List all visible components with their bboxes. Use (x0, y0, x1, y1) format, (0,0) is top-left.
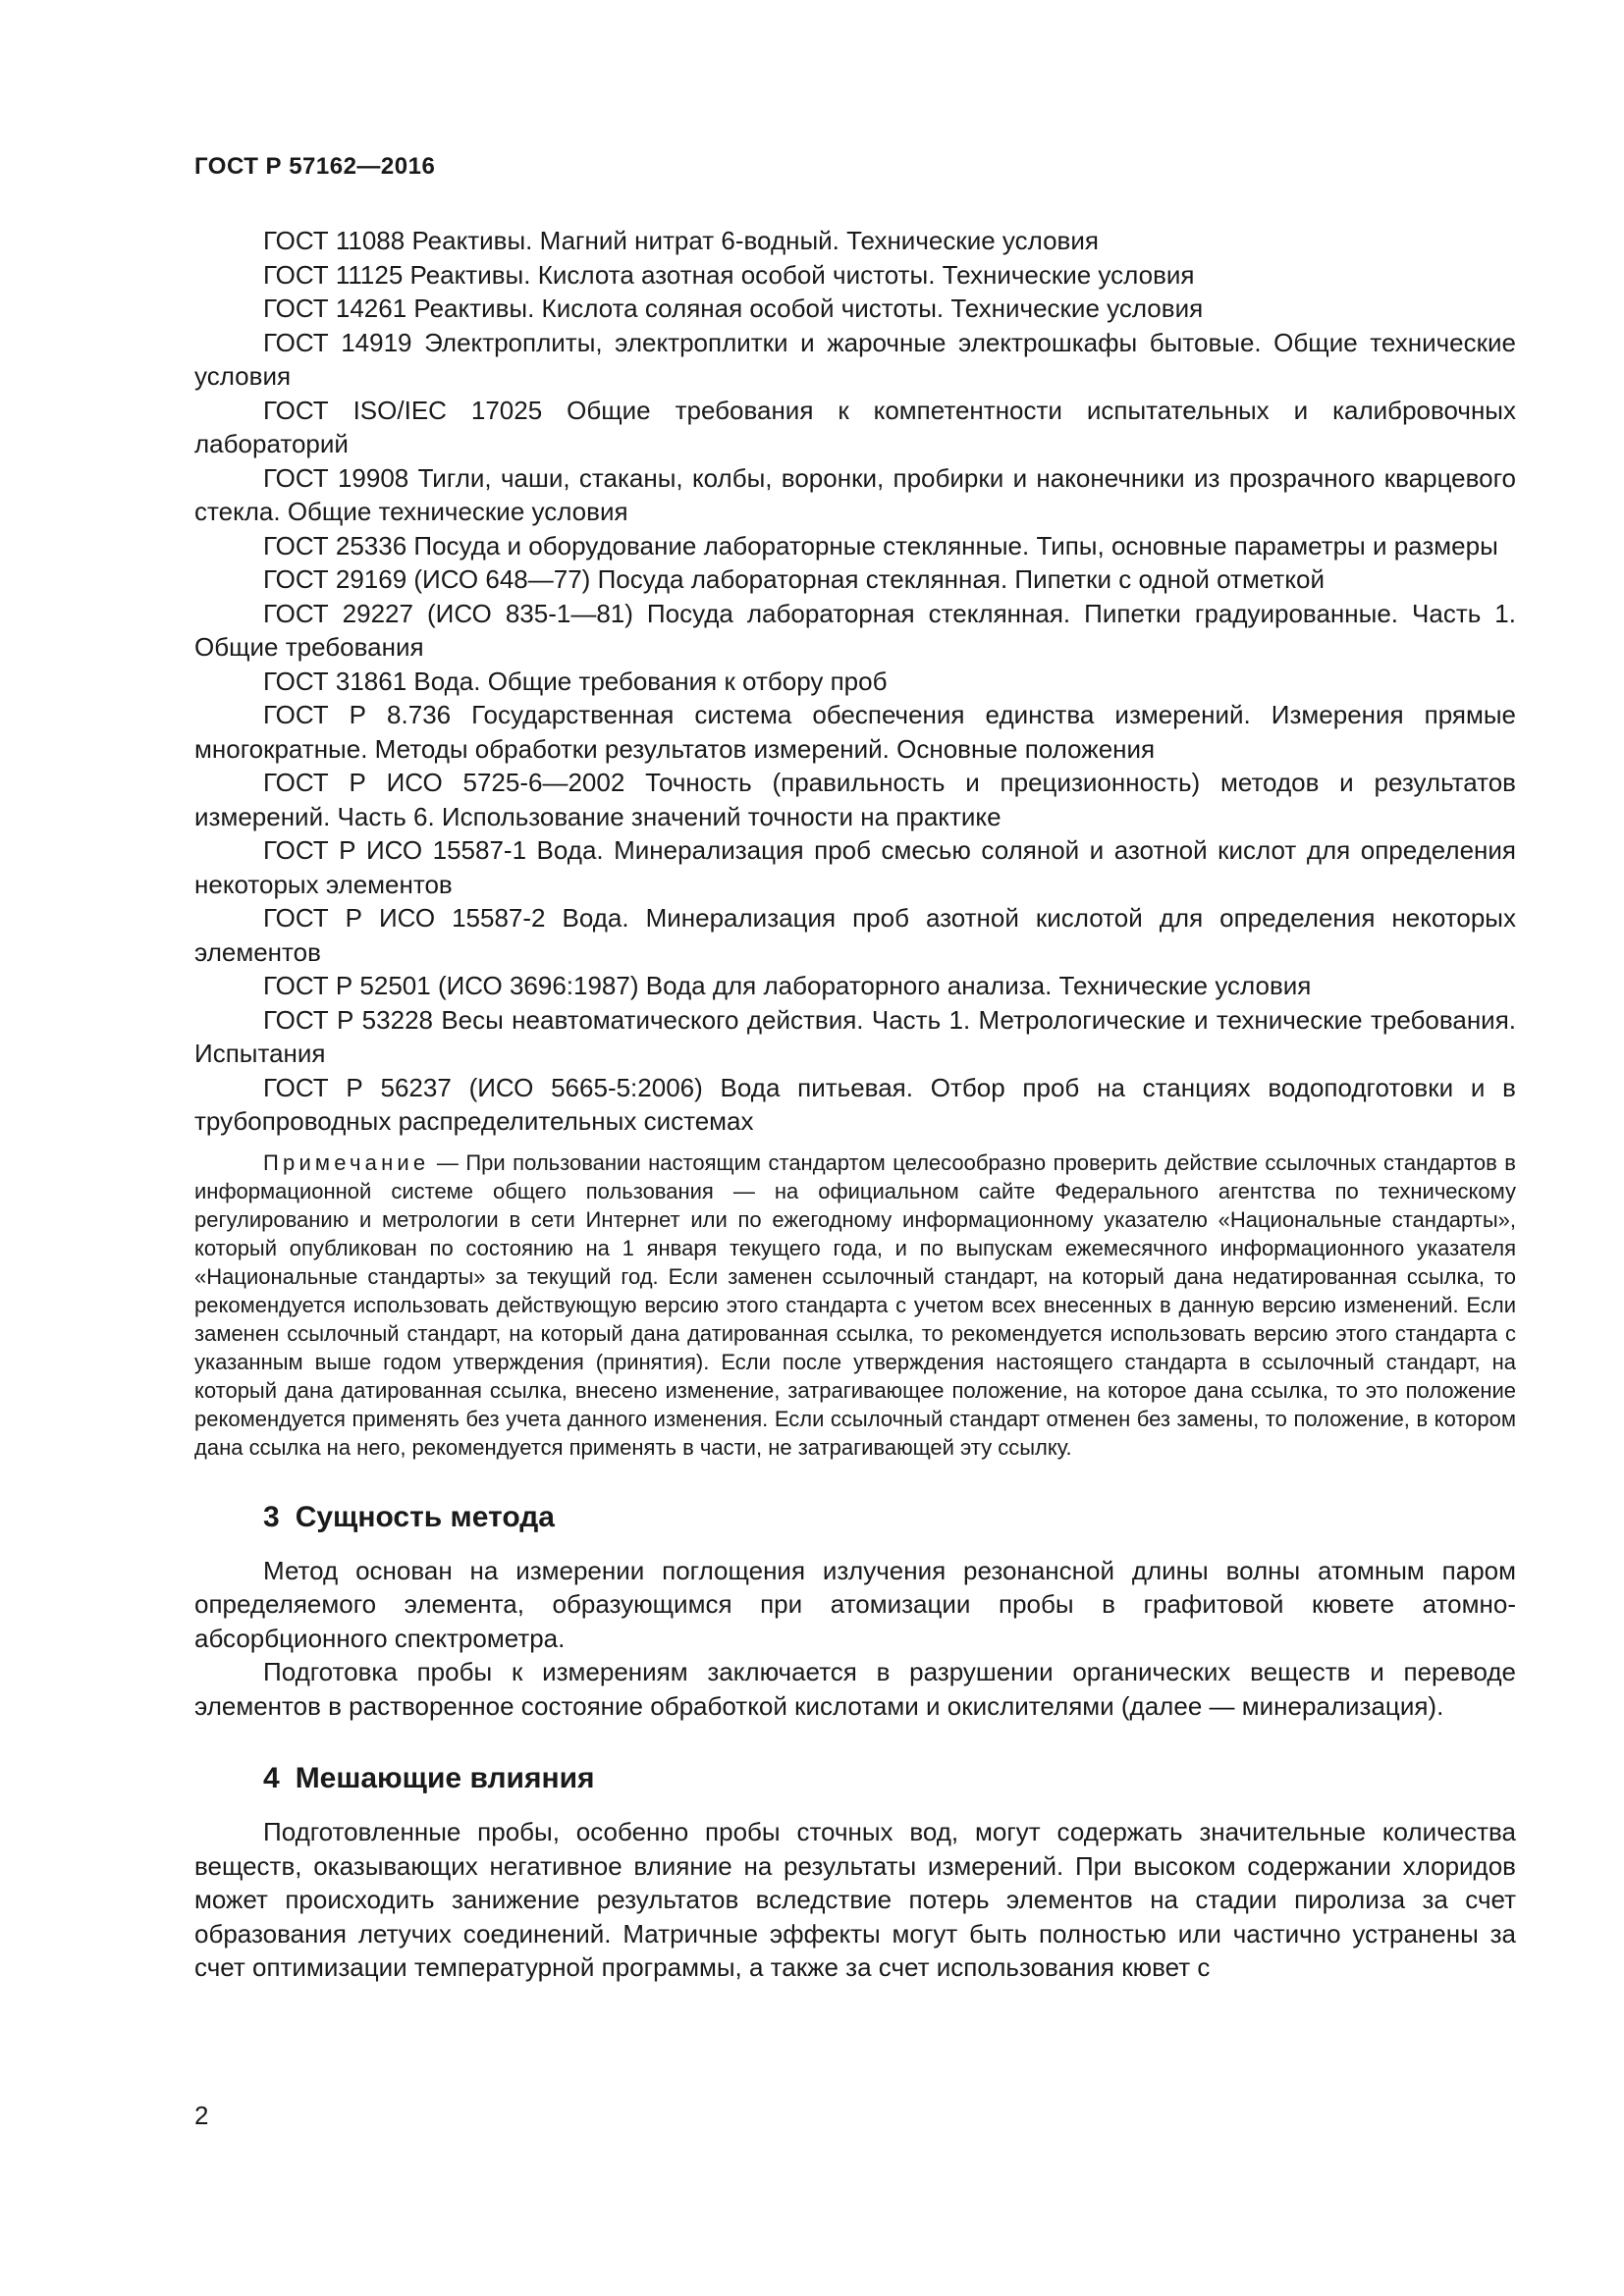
section-3-paragraph: Метод основан на измерении поглощения излучения резонансной длины волны атомным паром определяемого элемента, образующимся при атомизации пробы в графитовой кювете атомно-абсорбционного спектрометра. (194, 1555, 1516, 1653)
section-3-paragraph: Подготовка пробы к измерениям заключается в разрушении органических веществ и переводе элементов в растворенное состояние обработкой кислотами и окислителями (далее — минерализация). (194, 1657, 1516, 1721)
reference-item: ГОСТ 14261 Реактивы. Кислота соляная особой чистоты. Технические условия (263, 294, 1204, 323)
reference-item: ГОСТ ISO/IEC 17025 Общие требования к компетентности испытательных и калибровочных лабораторий (194, 395, 1516, 458)
reference-item: ГОСТ 14919 Электроплиты, электроплитки и жарочные электрошкафы бытовые. Общие технические условия (194, 327, 1516, 391)
section-4-paragraph: Подготовленные пробы, особенно пробы сточных вод, могут содержать значительные количества веществ, оказывающих негативное влияние на результаты измерений. При высоком содержании хлоридов может происходить занижение результатов вследствие потерь элементов на стадии пиролиза за счет образования летучих соединений. Матричные эффекты могут быть полностью или частично устранены за счет оптимизации температурной программы, а также за счет использования кювет с (194, 1817, 1516, 1982)
note-text: — При пользовании настоящим стандартом целесообразно проверить действие ссылочных стандартов в информационной системе общего пользования — на официальном сайте Федерального агентства по техническому регулированию и метрологии в сети Интернет или по ежегодному информационному указателю «Национальные стандарты», который опубликован по состоянию на 1 января текущего года, и по выпускам ежемесячного информационного указателя «Национальные стандарты» за текущий год. Если заменен ссылочный стандарт, на который дана недатированная ссылка, то рекомендуется использовать действующую версию этого стандарта с учетом всех внесенных в данную версию изменений. Если заменен ссылочный стандарт, на который дана датированная ссылка, то рекомендуется использовать версию этого стандарта с указанным выше годом утверждения (принятия). Если после утверждения настоящего стандарта в ссылочный стандарт, на который дана датированная ссылка, внесено изменение, затрагивающее положение, на которое дана ссылка, то это положение рекомендуется применять без учета данного изменения. Если ссылочный стандарт отменен без замены, то положение, в котором дана ссылка на него, рекомендуется применять в части, не затрагивающей эту ссылку. (194, 1149, 1516, 1460)
reference-item: ГОСТ Р 8.736 Государственная система обеспечения единства измерений. Измерения прямые многократные. Методы обработки результатов измерений. Основные положения (194, 700, 1516, 764)
note-label: Примечание (263, 1149, 430, 1175)
page-content (194, 224, 1516, 1985)
reference-item: ГОСТ 29227 (ИСО 835-1—81) Посуда лабораторная стеклянная. Пипетки градуированные. Часть 1. Общие требования (194, 598, 1516, 662)
reference-item: ГОСТ 31861 Вода. Общие требования к отбору проб (263, 666, 888, 696)
reference-item: ГОСТ 29169 (ИСО 648—77) Посуда лабораторная стеклянная. Пипетки с одной отметкой (263, 564, 1325, 594)
reference-item: ГОСТ Р ИСО 15587-2 Вода. Минерализация проб азотной кислотой для определения некоторых элементов (194, 903, 1516, 967)
reference-list (194, 224, 1516, 1139)
section-3-number: 3 (263, 1500, 280, 1533)
section-4-title: Мешающие влияния (295, 1762, 595, 1794)
reference-item: ГОСТ Р 56237 (ИСО 5665-5:2006) Вода питьевая. Отбор проб на станциях водоподготовки и в трубопроводных распределительных системах (194, 1072, 1516, 1136)
reference-item: ГОСТ 11088 Реактивы. Магний нитрат 6-водный. Технические условия (263, 226, 1099, 255)
section-4-heading (263, 1762, 1516, 1795)
reference-item: ГОСТ Р 53228 Весы неавтоматического действия. Часть 1. Метрологические и технические требования. Испытания (194, 1004, 1516, 1068)
reference-item: ГОСТ Р ИСО 15587-1 Вода. Минерализация проб смесью соляной и азотной кислот для определения некоторых элементов (194, 835, 1516, 899)
reference-item: ГОСТ 19908 Тигли, чаши, стаканы, колбы, воронки, пробирки и наконечники из прозрачного кварцевого стекла. Общие технические условия (194, 462, 1516, 526)
reference-item: ГОСТ 11125 Реактивы. Кислота азотная особой чистоты. Технические условия (263, 259, 1195, 290)
section-4-number: 4 (263, 1762, 280, 1794)
page-number: 2 (194, 2101, 209, 2130)
reference-item: ГОСТ Р 52501 (ИСО 3696:1987) Вода для лабораторного анализа. Технические условия (263, 971, 1312, 1000)
section-3-heading (263, 1501, 1516, 1534)
reference-item: ГОСТ 25336 Посуда и оборудование лабораторные стеклянные. Типы, основные параметры и размеры (263, 530, 1498, 561)
document-header: ГОСТ Р 57162—2016 (194, 153, 436, 180)
section-3-title: Сущность метода (295, 1500, 555, 1533)
reference-item: ГОСТ Р ИСО 5725-6—2002 Точность (правильность и прецизионность) методов и результатов измерений. Часть 6. Использование значений точности на практике (194, 768, 1516, 831)
note-paragraph (194, 1148, 1516, 1462)
